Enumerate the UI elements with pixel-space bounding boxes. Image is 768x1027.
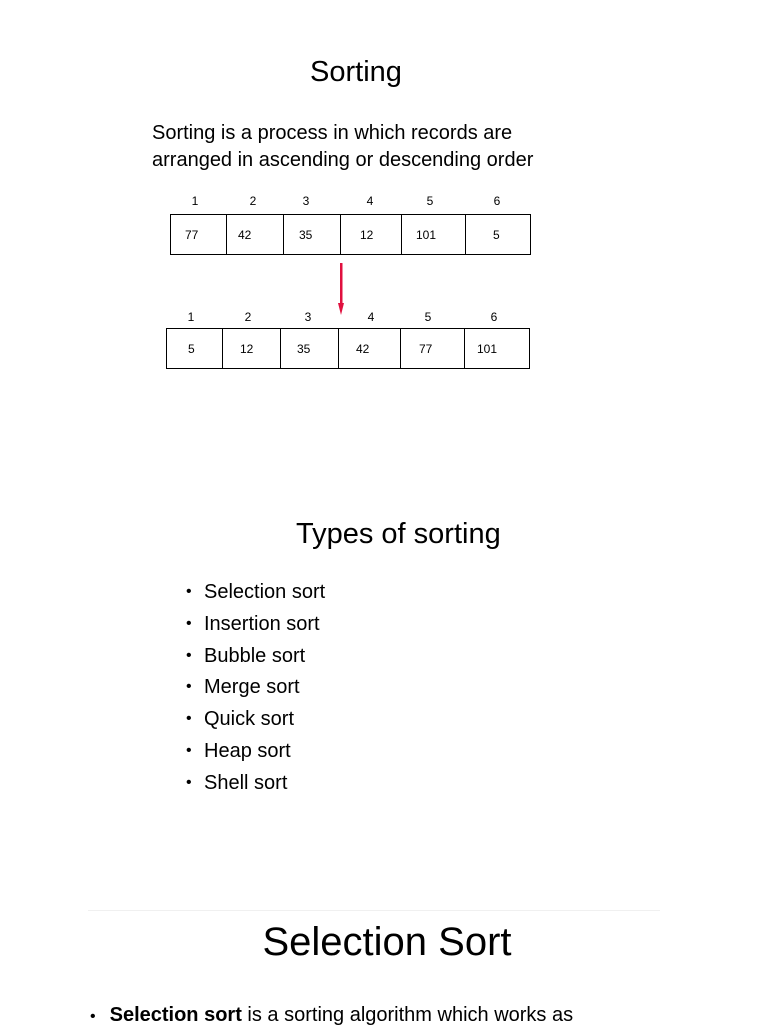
- array-cell: 35: [281, 329, 339, 368]
- array-cell: 12: [223, 329, 281, 368]
- list-item: • Quick sort: [186, 705, 325, 737]
- index-label: 6: [490, 310, 498, 324]
- array-cell: 77: [401, 329, 465, 368]
- index-row-top: [0, 194, 768, 208]
- array-cell: 101: [402, 215, 466, 254]
- index-row-bottom: [0, 310, 768, 324]
- array-cell: 5: [167, 329, 223, 368]
- list-item: • Bubble sort: [186, 642, 325, 674]
- array-cell: 42: [339, 329, 401, 368]
- index-label: 5: [424, 310, 432, 324]
- index-label: 4: [367, 310, 375, 324]
- down-arrow-icon: [338, 263, 344, 315]
- sorting-types-list: [186, 578, 325, 801]
- slide-title-sorting: Sorting: [310, 56, 402, 88]
- list-item: • Selection sort: [186, 578, 325, 610]
- array-cell: 5: [493, 227, 500, 242]
- slide-title-selection-sort: Selection Sort: [262, 920, 512, 964]
- index-label: 5: [426, 194, 434, 208]
- bullet-icon: •: [90, 1008, 96, 1025]
- sorted-array: [166, 328, 530, 369]
- list-item: • Insertion sort: [186, 610, 325, 642]
- array-cell: 12: [341, 215, 402, 254]
- array-cell: 101: [477, 341, 498, 356]
- index-label: 2: [244, 310, 252, 324]
- list-item: • Merge sort: [186, 673, 325, 705]
- sorting-definition: Sorting is a process in which records are arranged in ascending or descending order: [152, 122, 534, 171]
- index-label: 3: [302, 194, 310, 208]
- index-label: 4: [366, 194, 374, 208]
- index-label: 3: [304, 310, 312, 324]
- array-cell: 35: [284, 215, 341, 254]
- bullet-term: Selection sort: [109, 1004, 242, 1026]
- index-label: 2: [249, 194, 257, 208]
- index-label: 1: [187, 310, 195, 324]
- unsorted-array: [170, 214, 531, 255]
- index-label: 1: [191, 194, 199, 208]
- slide-title-types: Types of sorting: [296, 518, 501, 550]
- bullet-text: is a sorting algorithm which works as: [241, 1004, 574, 1026]
- index-label: 6: [493, 194, 501, 208]
- slide-divider: [88, 910, 660, 911]
- array-cell: 77: [171, 215, 227, 254]
- list-item: • Heap sort: [186, 737, 325, 769]
- array-cell: 42: [227, 215, 284, 254]
- list-item: • Shell sort: [186, 769, 325, 801]
